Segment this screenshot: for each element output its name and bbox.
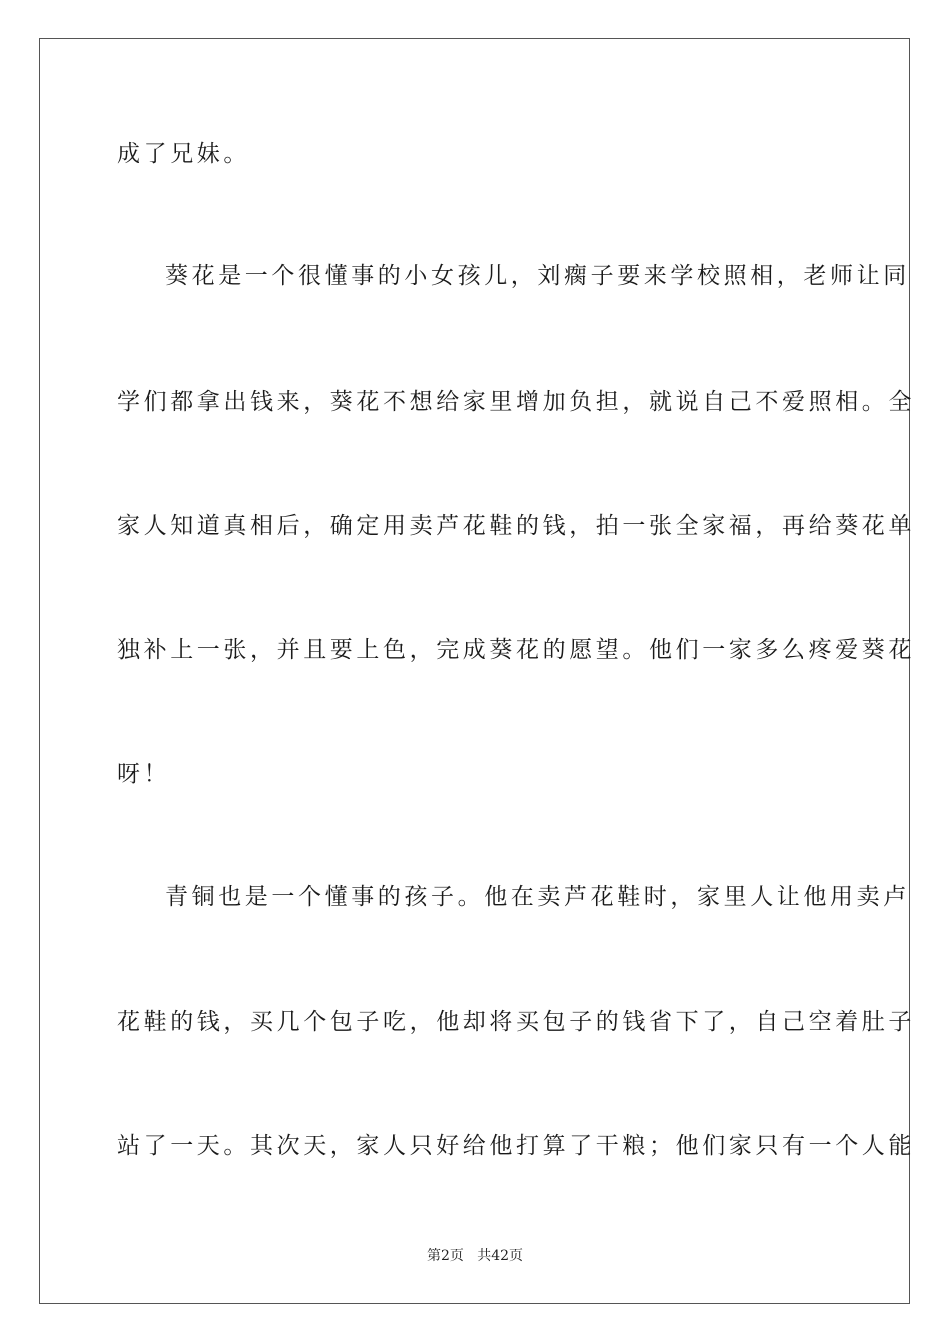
page-number-footer: 第2页 共42页 (426, 1248, 524, 1264)
paragraph-3-line-2: 花鞋的钱，买几个包子吃，他却将买包子的钱省下了，自己空着肚子 (117, 1009, 915, 1035)
page-border (39, 38, 915, 1304)
paragraph-3-line-3: 站了一天。其次天，家人只好给他打算了干粮；他们家只有一个人能 (117, 1133, 915, 1159)
paragraph-2-line-5: 呀！ (117, 761, 171, 787)
paragraph-2-line-3: 家人知道真相后，确定用卖芦花鞋的钱，拍一张全家福，再给葵花单 (117, 513, 915, 539)
text-line-1: 成了兄妹。 (117, 141, 250, 167)
paragraph-2-line-2: 学们都拿出钱来，葵花不想给家里增加负担，就说自己不爱照相。全 (117, 389, 915, 415)
paragraph-2-line-1: 葵花是一个很懂事的小女孩儿，刘瘸子要来学校照相，老师让同 (165, 263, 910, 289)
paragraph-2-line-4: 独补上一张，并且要上色，完成葵花的愿望。他们一家多么疼爱葵花 (117, 637, 915, 663)
paragraph-3-line-1: 青铜也是一个懂事的孩子。他在卖芦花鞋时，家里人让他用卖卢 (165, 884, 910, 910)
